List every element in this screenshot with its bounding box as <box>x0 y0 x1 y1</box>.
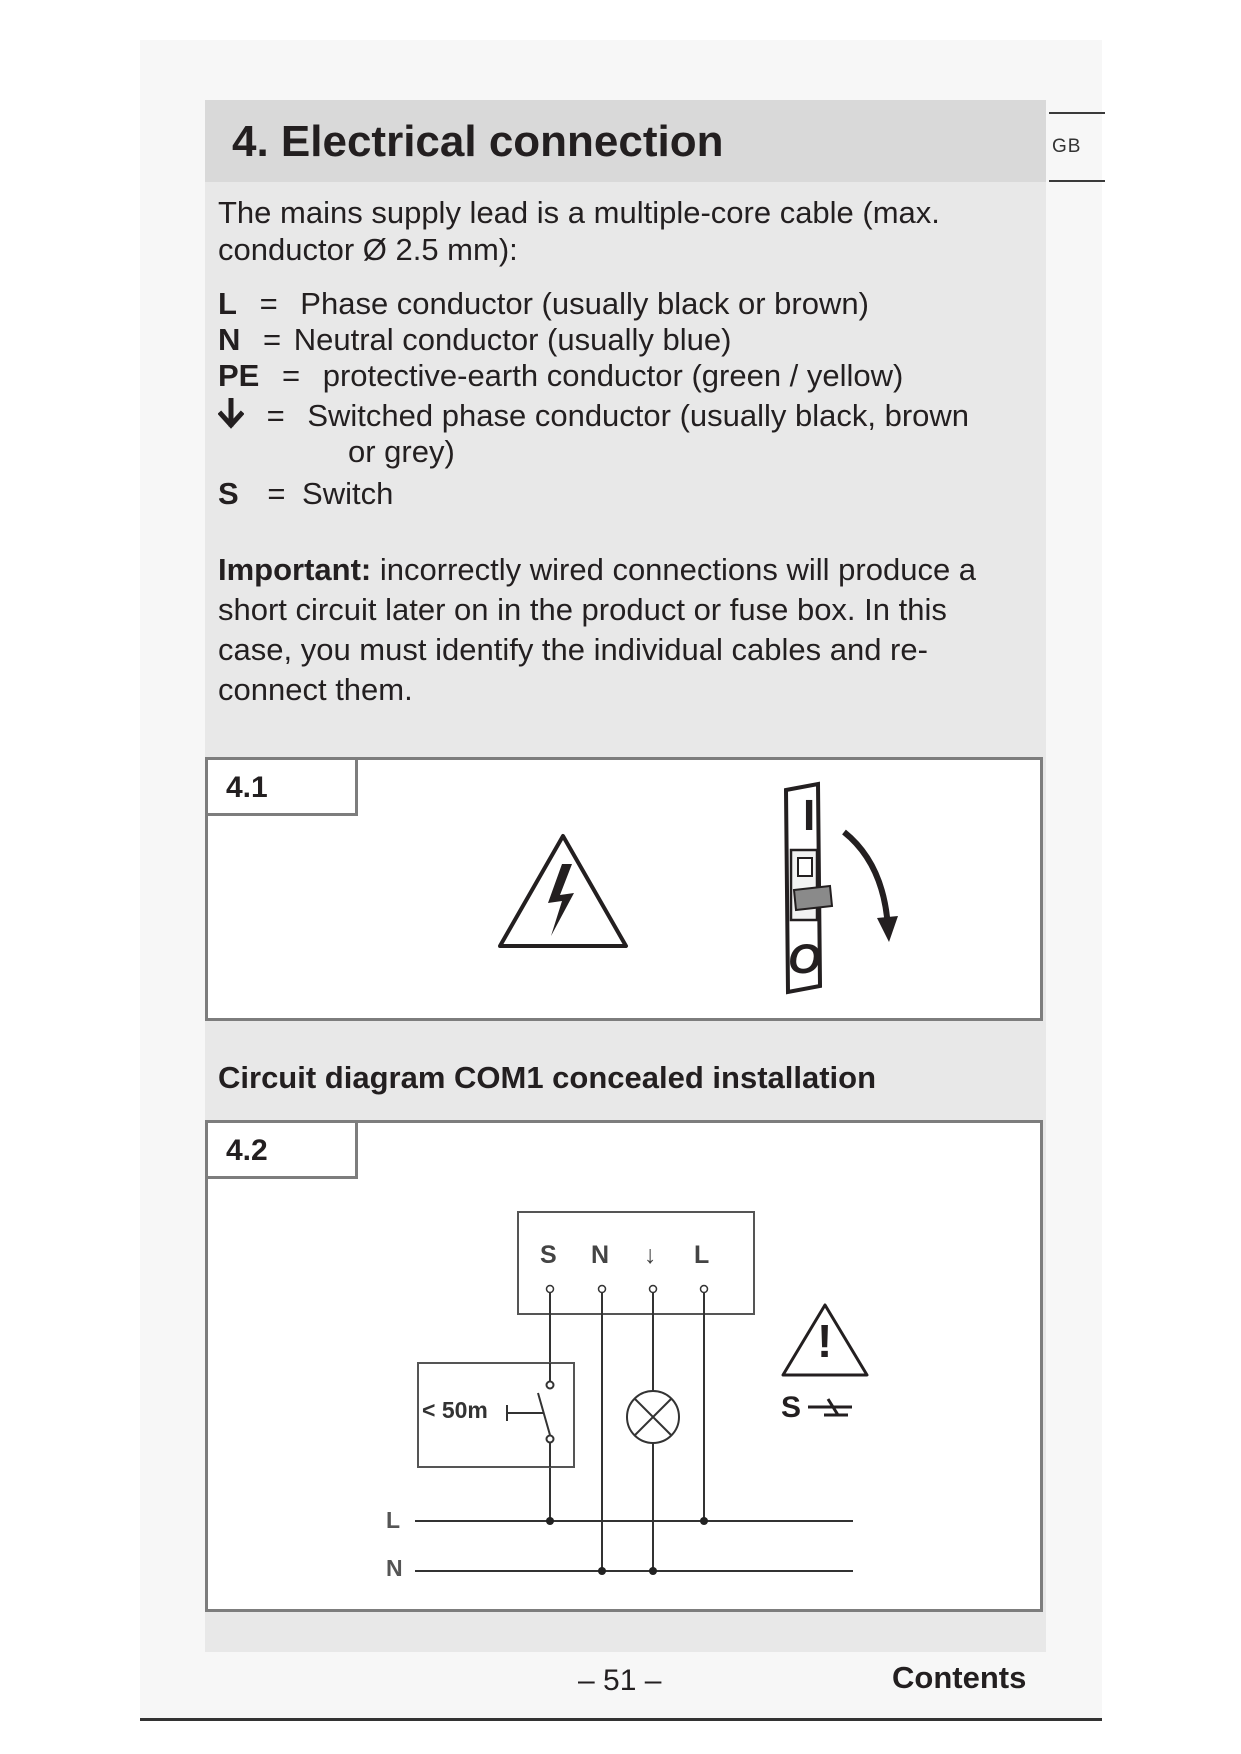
legend-text-continued: or grey) <box>348 434 455 469</box>
terminal-dot <box>547 1286 554 1293</box>
warning-mark: ! <box>817 1315 833 1367</box>
intro-text: The mains supply lead is a multiple-core cable (max. conductor Ø 2.5 mm): <box>218 195 940 267</box>
legend-equals: = <box>259 286 278 321</box>
figure-4-1 <box>205 757 1043 1021</box>
legend-symbol: L <box>218 286 237 321</box>
legend-equals: = <box>267 476 286 511</box>
legend-item <box>218 358 903 394</box>
legend-item <box>218 322 731 358</box>
legend-item <box>218 398 969 434</box>
contents-link[interactable]: Contents <box>892 1660 1027 1695</box>
legend-text: Switched phase conductor (usually black, brown <box>307 398 970 433</box>
switch-symbol-label: S <box>781 1391 802 1424</box>
terminal-dot <box>599 1286 606 1293</box>
lamp-icon <box>627 1391 679 1443</box>
legend-item <box>218 286 869 322</box>
footer-divider <box>140 1718 1102 1721</box>
figure-label: 4.1 <box>208 760 358 816</box>
legend-symbol: PE <box>218 358 260 393</box>
terminal-label-l: L <box>694 1241 710 1269</box>
figure-caption: Circuit diagram COM1 concealed installation <box>218 1060 877 1095</box>
legend-equals: = <box>266 398 285 433</box>
terminal-label-s: S <box>540 1241 557 1269</box>
legend-symbol: S <box>218 476 239 511</box>
line-label-l: L <box>386 1507 401 1533</box>
switch-on-label: I <box>803 791 816 840</box>
terminal-label-switched: ↓ <box>644 1241 657 1269</box>
switch-off-label: O <box>788 935 821 982</box>
legend-text: Phase conductor (usually black or brown) <box>300 286 869 321</box>
junction-dot <box>546 1517 554 1525</box>
legend-text: Neutral conductor (usually blue) <box>293 322 732 357</box>
line-label-n: N <box>386 1555 403 1581</box>
legend-text: Switch <box>302 476 394 511</box>
important-label: Important: <box>218 552 372 587</box>
page-number: – 51 – <box>578 1664 662 1697</box>
legend-text: protective-earth conductor (green / yellow) <box>322 358 904 393</box>
legend-equals: = <box>281 358 301 393</box>
figure-4-2 <box>205 1120 1043 1612</box>
legend-equals: = <box>263 322 282 357</box>
circuit-diagram <box>208 1123 1040 1609</box>
junction-dot <box>649 1567 657 1575</box>
junction-dot <box>700 1517 708 1525</box>
switch-off-symbol-icon <box>808 1399 852 1415</box>
figure-label: 4.2 <box>208 1123 358 1179</box>
important-note <box>218 550 1018 710</box>
legend-item <box>218 476 393 512</box>
page-title: 4. Electrical connection <box>232 117 724 166</box>
down-arrow-icon <box>218 398 244 430</box>
important-text: incorrectly wired connections will produce a short circuit later on in the product or fuse box. In this case, you must identify the individual cables and re-connect them. <box>218 552 977 707</box>
distance-label: < 50m <box>422 1397 488 1423</box>
terminal-label-n: N <box>591 1241 610 1269</box>
legend-symbol: N <box>218 322 241 357</box>
figure-4-1-art <box>208 760 1040 1018</box>
terminal-dot <box>701 1286 708 1293</box>
terminal-dot <box>650 1286 657 1293</box>
junction-dot <box>598 1567 606 1575</box>
high-voltage-warning-icon <box>500 836 626 946</box>
language-tab-label: GB <box>1052 136 1082 157</box>
